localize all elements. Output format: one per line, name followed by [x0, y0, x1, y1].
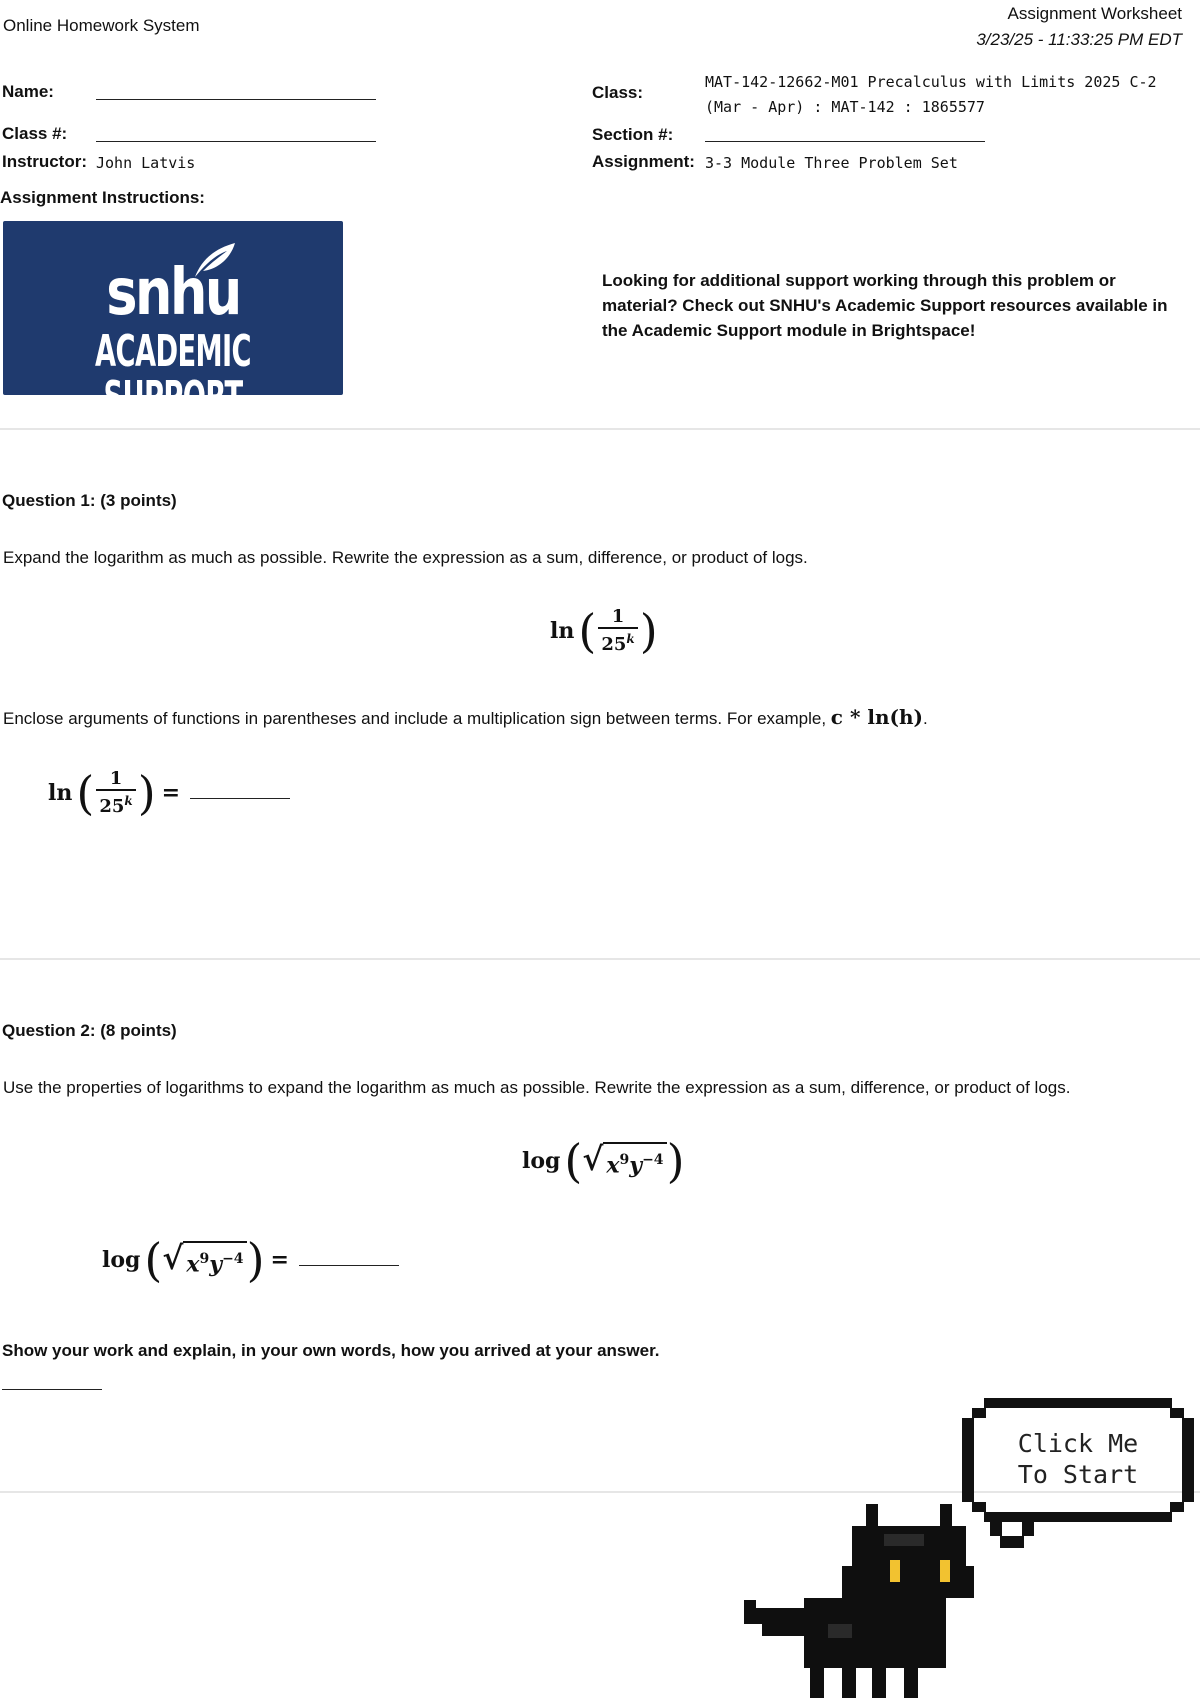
fraction-denominator-base: 25	[99, 796, 125, 817]
fraction-denominator-exponent: k	[124, 794, 133, 808]
radicand-y-exponent: −4	[222, 1251, 244, 1268]
bubble-line-2: To Start	[1017, 1460, 1139, 1489]
section-field[interactable]	[705, 141, 985, 142]
question-1-title: Question 1: (3 points)	[2, 491, 177, 510]
bubble-line-1: Click Me	[1017, 1429, 1139, 1458]
work-prompt: Show your work and explain, in your own words, how you arrived at your answer.	[2, 1341, 660, 1360]
radicand-y: y	[629, 1152, 643, 1179]
sqrt-icon: √	[582, 1140, 604, 1179]
timestamp: 3/23/25 - 11:33:25 PM EDT	[976, 30, 1182, 49]
note-example: c * ln(h)	[830, 705, 923, 729]
cat-mascot[interactable]	[744, 1504, 974, 1698]
log-function: log	[102, 1247, 141, 1273]
question-2-title: Question 2: (8 points)	[2, 1021, 177, 1040]
assignment-label: Assignment:	[592, 152, 695, 171]
academic-support-logo	[3, 221, 343, 423]
question-2-prompt: Use the properties of logarithms to expand the logarithm as much as possible. Rewrite the expression as a sum, difference, or product of logs.	[3, 1078, 1071, 1097]
logo-subtitle: ACADEMIC SUPPORT	[95, 326, 251, 423]
divider	[0, 958, 1200, 960]
radicand-x: x	[186, 1251, 200, 1278]
logo-brand: snhu	[106, 256, 240, 330]
class-number-field[interactable]	[96, 141, 376, 142]
ln-function: ln	[48, 780, 73, 806]
fraction-denominator-base: 25	[601, 634, 627, 655]
radicand-x-exponent: 9	[619, 1152, 630, 1169]
question-1-prompt: Expand the logarithm as much as possible. Rewrite the expression as a sum, difference, or product of logs.	[3, 548, 808, 567]
support-message: Looking for additional support working through this problem or material? Check out SNHU's Academic Support resources available in the Academic Support module in Brightspace!	[602, 271, 1168, 340]
cat-icon	[744, 1504, 974, 1698]
document-title: Assignment Worksheet	[1007, 4, 1182, 23]
fraction-denominator-exponent: k	[626, 632, 635, 646]
question-1-expression: ln ( $\frac{1}{25^k}$ )	[550, 604, 658, 658]
start-speech-bubble[interactable]	[960, 1396, 1196, 1556]
sqrt-icon: √	[162, 1239, 184, 1278]
assignment-value: 3-3 Module Three Problem Set	[705, 154, 958, 172]
name-label: Name:	[2, 82, 54, 101]
name-field[interactable]	[96, 99, 376, 100]
ln-function: ln	[550, 618, 575, 644]
radicand-y: y	[209, 1251, 223, 1278]
system-name: Online Homework System	[3, 16, 200, 35]
bubble-text	[960, 1428, 1196, 1490]
question-2-answer-row: log ( √ $x^9y^{-4}$ ) =	[102, 1237, 399, 1283]
instructions-label: Assignment Instructions:	[0, 188, 205, 207]
work-answer-field[interactable]	[2, 1389, 102, 1390]
fraction-numerator: 1	[611, 606, 625, 627]
class-value: MAT-142-12662-M01 Precalculus with Limits 2025 C-2 (Mar - Apr) : MAT-142 : 1865577	[705, 73, 1157, 116]
fraction-numerator: 1	[109, 768, 123, 789]
radicand-x-exponent: 9	[199, 1251, 210, 1268]
divider	[0, 428, 1200, 430]
section-label: Section #:	[592, 125, 674, 144]
note-text: Enclose arguments of functions in parentheses and include a multiplication sign between terms. For example,	[3, 709, 827, 728]
equals-sign: =	[161, 780, 181, 806]
note-end: .	[922, 709, 928, 728]
class-number-label: Class #:	[2, 124, 68, 143]
question-1-note	[3, 705, 928, 729]
log-function: log	[522, 1148, 561, 1174]
question-2-answer-field[interactable]	[299, 1255, 399, 1266]
question-2-expression: log ( √ $x^9y^{-4}$ )	[522, 1134, 685, 1188]
question-1-answer-row: ln ( $\frac{1}{25^k}$ ) =	[48, 770, 290, 816]
question-1-answer-field[interactable]	[190, 788, 290, 799]
class-label: Class:	[592, 83, 644, 102]
radicand-y-exponent: −4	[642, 1152, 664, 1169]
instructor-label: Instructor:	[2, 152, 87, 171]
instructor-value: John Latvis	[96, 154, 196, 172]
equals-sign: =	[270, 1247, 289, 1273]
radicand-x: x	[606, 1152, 620, 1179]
